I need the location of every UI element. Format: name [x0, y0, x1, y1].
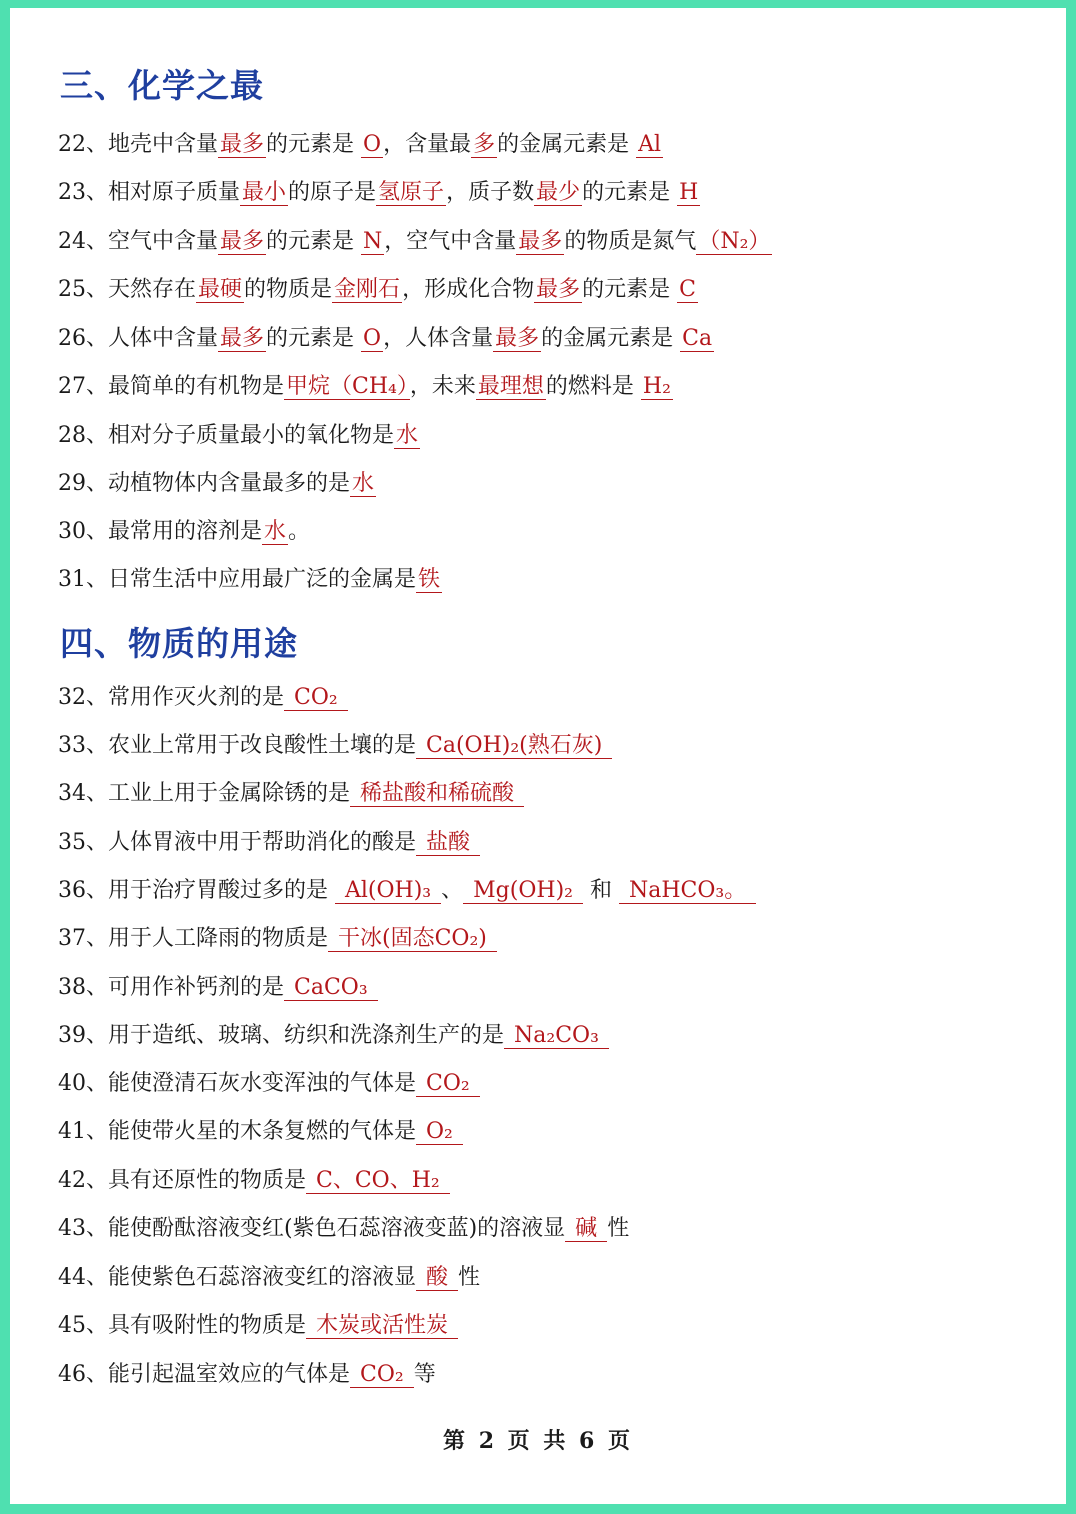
answer-text: 水 — [352, 471, 375, 496]
answer-text: 碱 — [565, 1216, 607, 1242]
question-text: 人体胃液中用于帮助消化的酸是 — [108, 830, 417, 855]
item-number: 38、 — [58, 975, 108, 1000]
item-number: 32、 — [58, 685, 108, 710]
section-title-chemistry-superlatives: 三、化学之最 — [60, 66, 264, 105]
item-number: 23、 — [58, 180, 108, 205]
question-text: 具有吸附性的物质是 — [108, 1313, 307, 1338]
item-number: 25、 — [58, 277, 108, 302]
answer-text: 最少 — [536, 180, 581, 205]
question-text: ，空气中含量 — [384, 229, 517, 254]
question-text: 用于人工降雨的物质是 — [108, 926, 329, 951]
question-text: 最常用的溶剂是 — [108, 519, 263, 544]
item-number: 35、 — [58, 830, 108, 855]
question-text: ，人体含量 — [383, 326, 494, 351]
answer-text: 木炭或活性炭 — [306, 1313, 458, 1339]
question-text: ，未来 — [409, 374, 476, 399]
list-item — [58, 464, 376, 504]
question-text: ，质子数 — [446, 180, 535, 205]
list-item — [58, 1161, 450, 1201]
question-text: ，含量最 — [383, 132, 472, 157]
question-text: 的金属元素是 — [497, 132, 637, 157]
answer-text: 铁 — [418, 567, 441, 592]
answer-text: 氢原子 — [378, 180, 445, 205]
question-text: 的元素是 — [266, 326, 362, 351]
answer-text: C、CO、H₂ — [306, 1168, 450, 1194]
answer-text: 最小 — [242, 180, 287, 205]
list-item — [58, 678, 348, 718]
question-text: 的元素是 — [266, 229, 362, 254]
item-number: 34、 — [58, 781, 108, 806]
item-number: 28、 — [58, 423, 108, 448]
answer-text: 最多 — [518, 229, 563, 254]
list-item — [58, 319, 714, 359]
question-text: 最简单的有机物是 — [108, 374, 285, 399]
list-item — [58, 560, 442, 600]
item-number: 40、 — [58, 1071, 108, 1096]
question-text: 能使带火星的木条复燃的气体是 — [108, 1119, 417, 1144]
question-text: 的元素是 — [582, 277, 678, 302]
answer-text: Ca — [682, 326, 713, 351]
answer-text: O₂ — [416, 1119, 463, 1145]
question-text: 和 — [582, 878, 619, 903]
question-text: 天然存在 — [108, 277, 197, 302]
question-text: 农业上常用于改良酸性土壤的是 — [108, 733, 417, 758]
item-number: 44、 — [58, 1265, 108, 1290]
question-text: 相对分子质量最小的氧化物是 — [108, 423, 395, 448]
item-number: 39、 — [58, 1023, 108, 1048]
answer-text: 多 — [473, 132, 496, 157]
item-number: 22、 — [58, 132, 108, 157]
answer-text: O — [363, 132, 382, 157]
answer-text: 最多 — [220, 229, 265, 254]
answer-text: C — [679, 277, 696, 302]
list-item — [58, 1306, 458, 1346]
item-number: 41、 — [58, 1119, 108, 1144]
question-text: 具有还原性的物质是 — [108, 1168, 307, 1193]
question-text: 的金属元素是 — [541, 326, 681, 351]
question-text: 的燃料是 — [545, 374, 641, 399]
question-text: 的物质是氮气 — [564, 229, 697, 254]
question-text: 能使澄清石灰水变浑浊的气体是 — [108, 1071, 417, 1096]
question-text: 、 — [441, 878, 464, 903]
list-item — [58, 512, 310, 552]
item-number: 43、 — [58, 1216, 108, 1241]
answer-text: 干冰(固态CO₂) — [328, 926, 497, 952]
question-text: 用于造纸、玻璃、纺织和洗涤剂生产的是 — [108, 1023, 505, 1048]
item-number: 26、 — [58, 326, 108, 351]
item-number: 42、 — [58, 1168, 108, 1193]
question-text: 能使酚酞溶液变红(紫色石蕊溶液变蓝)的溶液显 — [108, 1216, 566, 1241]
item-number: 46、 — [58, 1362, 108, 1387]
list-item — [58, 871, 756, 911]
list-item — [58, 270, 698, 310]
answer-text: 水 — [396, 423, 419, 448]
list-item — [58, 416, 420, 456]
list-item — [58, 1064, 480, 1104]
question-text: 空气中含量 — [108, 229, 219, 254]
page-footer: 第 2 页 共 6 页 — [443, 1428, 633, 1454]
list-item — [58, 1355, 436, 1395]
answer-text: NaHCO₃。 — [619, 878, 756, 904]
answer-text: Al(OH)₃ — [335, 878, 441, 904]
question-text: 的原子是 — [288, 180, 377, 205]
list-item — [58, 774, 524, 814]
answer-text: 稀盐酸和稀硫酸 — [350, 781, 524, 807]
answer-text: N — [363, 229, 383, 254]
list-item — [58, 222, 772, 262]
answer-text: 水 — [264, 519, 287, 544]
answer-text: 最多 — [536, 277, 581, 302]
question-text: 工业上用于金属除锈的是 — [108, 781, 351, 806]
list-item — [58, 1016, 609, 1056]
question-text: 性 — [458, 1265, 481, 1290]
list-item — [58, 726, 612, 766]
answer-text: Ca(OH)₂(熟石灰) — [416, 733, 612, 759]
answer-text: CaCO₃ — [284, 975, 378, 1001]
answer-text: O — [363, 326, 382, 351]
question-text: 日常生活中应用最广泛的金属是 — [108, 567, 417, 592]
document-page — [10, 8, 1066, 1504]
question-text: 能引起温室效应的气体是 — [108, 1362, 351, 1387]
answer-text: CO₂ — [416, 1071, 480, 1097]
question-text: 。 — [288, 519, 311, 544]
question-text: 用于治疗胃酸过多的是 — [108, 878, 335, 903]
answer-text: 甲烷（CH₄） — [286, 374, 408, 399]
answer-text: 最理想 — [477, 374, 544, 399]
list-item — [58, 1209, 629, 1249]
question-text: 动植物体内含量最多的是 — [108, 471, 351, 496]
answer-text: （N₂） — [698, 229, 771, 254]
question-text: 的物质是 — [244, 277, 333, 302]
item-number: 30、 — [58, 519, 108, 544]
item-number: 36、 — [58, 878, 108, 903]
list-item — [58, 823, 480, 863]
list-item — [58, 1112, 463, 1152]
item-number: 27、 — [58, 374, 108, 399]
item-number: 33、 — [58, 733, 108, 758]
answer-text: 金刚石 — [334, 277, 401, 302]
section-title-substance-uses: 四、物质的用途 — [60, 624, 298, 663]
question-text: 的元素是 — [582, 180, 678, 205]
item-number: 29、 — [58, 471, 108, 496]
question-text: 人体中含量 — [108, 326, 219, 351]
answer-text: Al — [638, 132, 662, 157]
question-text: 常用作灭火剂的是 — [108, 685, 285, 710]
list-item — [58, 173, 700, 213]
question-text: 能使紫色石蕊溶液变红的溶液显 — [108, 1265, 417, 1290]
item-number: 45、 — [58, 1313, 108, 1338]
question-text: 可用作补钙剂的是 — [108, 975, 285, 1000]
answer-text: H — [679, 180, 699, 205]
item-number: 31、 — [58, 567, 108, 592]
question-text: 相对原子质量 — [108, 180, 241, 205]
question-text: 性 — [607, 1216, 630, 1241]
answer-text: H₂ — [642, 374, 671, 399]
question-text: 的元素是 — [266, 132, 362, 157]
question-text: 地壳中含量 — [108, 132, 219, 157]
answer-text: 最硬 — [198, 277, 243, 302]
answer-text: 酸 — [416, 1265, 458, 1291]
item-number: 24、 — [58, 229, 108, 254]
answer-text: 最多 — [495, 326, 540, 351]
answer-text: Mg(OH)₂ — [463, 878, 583, 904]
answer-text: 最多 — [220, 326, 265, 351]
list-item — [58, 919, 497, 959]
list-item — [58, 968, 378, 1008]
answer-text: CO₂ — [350, 1362, 414, 1388]
answer-text: 盐酸 — [416, 830, 480, 856]
answer-text: Na₂CO₃ — [504, 1023, 609, 1049]
list-item — [58, 1258, 480, 1298]
item-number: 37、 — [58, 926, 108, 951]
question-text: 等 — [413, 1362, 436, 1387]
answer-text: CO₂ — [284, 685, 348, 711]
answer-text: 最多 — [220, 132, 265, 157]
list-item — [58, 367, 673, 407]
list-item — [58, 125, 663, 165]
question-text: ，形成化合物 — [402, 277, 535, 302]
